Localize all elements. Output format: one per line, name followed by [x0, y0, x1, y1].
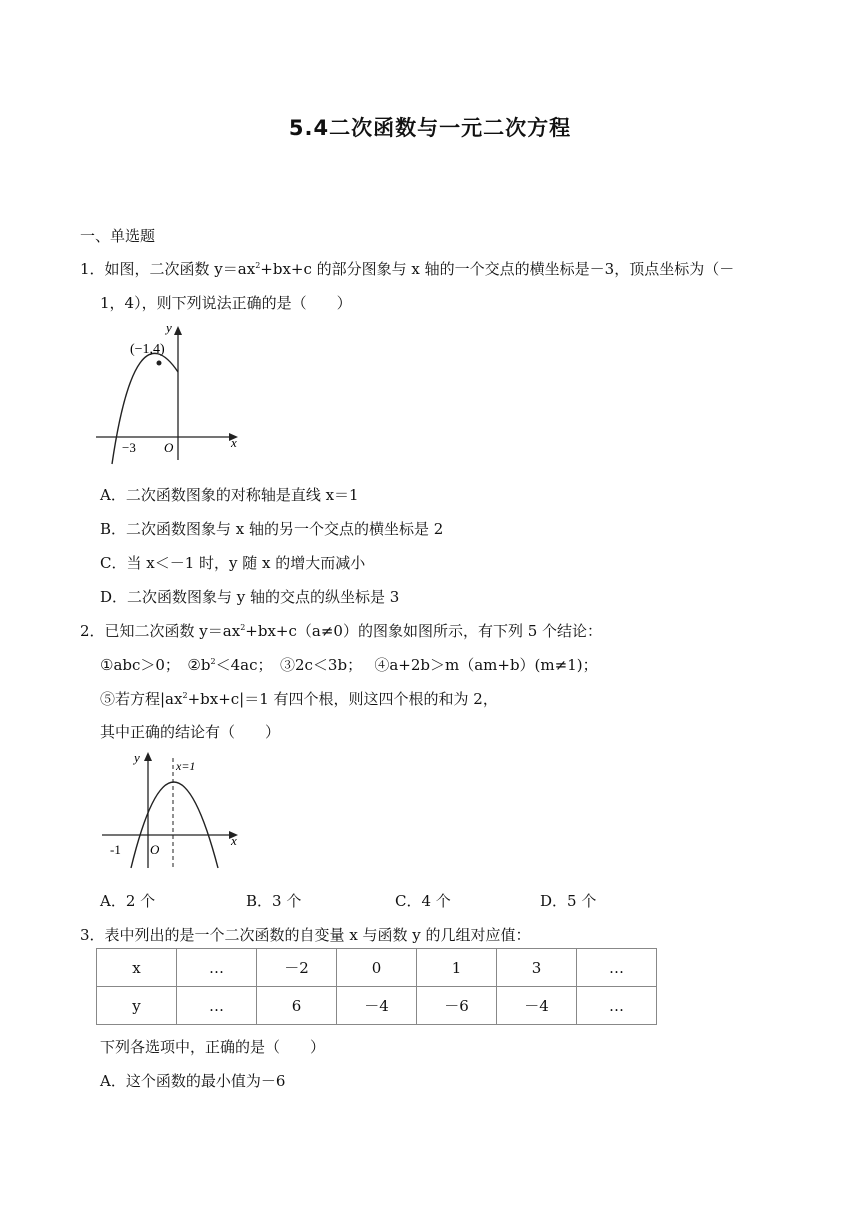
q2-option-a: A．2 个 [100, 892, 156, 910]
q1-stem-line2: 1，4），则下列说法正确的是（ ） [100, 294, 352, 312]
page-title: 5.4二次函数与一元二次方程 [288, 116, 572, 140]
table-cell: 0 [337, 949, 417, 987]
table-cell: y [97, 987, 177, 1025]
q2-origin-label: O [150, 842, 160, 857]
q3-question: 下列各选项中，正确的是（ ） [100, 1038, 326, 1056]
q2-option-b: B．3 个 [246, 892, 302, 910]
q1-y-label: y [166, 320, 172, 335]
q2-parabola-curve [131, 782, 218, 868]
table-cell: 1 [417, 949, 497, 987]
table-cell: … [177, 949, 257, 987]
q1-root-label: −3 [122, 440, 136, 455]
table-cell: －2 [257, 949, 337, 987]
q1-option-c: C．当 x＜－1 时，y 随 x 的增大而减小 [100, 554, 366, 572]
table-cell: … [577, 987, 657, 1025]
q1-y-arrow-icon [174, 326, 182, 335]
q2-condition-5: ⑤若方程$|ax^2+bx+c|=1$ 有四个根，则这四个根的和为 2， [100, 690, 498, 708]
q2-parabola-figure [98, 746, 248, 874]
q1-parabola-figure [92, 318, 252, 468]
q3-stem: 3．表中列出的是一个二次函数的自变量 x 与函数 y 的几组对应值： [80, 926, 531, 944]
table-cell: －4 [497, 987, 577, 1025]
q2-conditions-line: ①abc＞0； $②b^2<4ac$； ③2c＜3b； ④a+2b＞m（am+b）(m≠1)； [100, 656, 598, 674]
q2-option-d: D．5 个 [540, 892, 597, 910]
q1-x-label: x [231, 435, 237, 450]
q2-stem-line1: 2．已知二次函数 $y=ax^2+bx+c(a\ne 0)$的图象如图所示，有下列 5 个结论： [80, 622, 603, 640]
q1-option-b: B．二次函数图象与 x 轴的另一个交点的横坐标是 2 [100, 520, 444, 538]
q2-y-arrow-icon [144, 752, 152, 761]
table-row [97, 987, 657, 1025]
table-row [97, 949, 657, 987]
table-cell: 6 [257, 987, 337, 1025]
q1-origin-label: O [164, 440, 174, 455]
section-heading: 一、单选题 [80, 227, 156, 245]
table-cell: … [577, 949, 657, 987]
q1-stem-line1: 1．如图，二次函数 $y=ax^2+bx+c$ 的部分图象与 x 轴的一个交点的横坐标是－3，顶点坐标为（－ [80, 260, 735, 278]
q2-x-label: x [231, 833, 237, 848]
q1-vertex-label: (−1,4) [130, 342, 165, 357]
table-cell: 3 [497, 949, 577, 987]
q1-option-a: A．二次函数图象的对称轴是直线 x＝1 [100, 486, 359, 504]
table-cell: －4 [337, 987, 417, 1025]
table-cell: … [177, 987, 257, 1025]
q3-value-table [96, 948, 657, 1025]
q2-y-label: y [134, 750, 140, 765]
q1-option-d: D．二次函数图象与 y 轴的交点的纵坐标是 3 [100, 588, 400, 606]
q2-option-c: C．4 个 [395, 892, 451, 910]
table-cell: －6 [417, 987, 497, 1025]
q2-root-label: -1 [110, 842, 121, 857]
q3-option-a: A．这个函数的最小值为－6 [100, 1072, 286, 1090]
table-cell: x [97, 949, 177, 987]
q2-axis-label: x=1 [176, 759, 196, 773]
q1-vertex-point [157, 361, 162, 366]
q2-stem-question: 其中正确的结论有（ ） [100, 723, 281, 741]
